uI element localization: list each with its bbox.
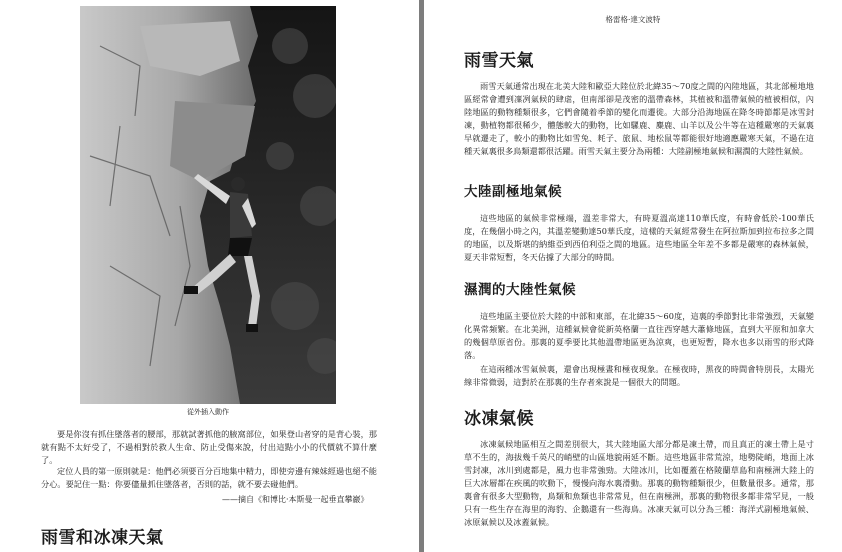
climber-illustration bbox=[80, 6, 336, 404]
paragraph-continental-subarctic: 這些地區的氣候非常極端，溫差非常大，有時夏溫高達110華氏度，有時會低於-100華氏度，在幾個小時之內，其溫差變動達50華氏度，這樣的天氣經常發生在阿拉斯加到拉布拉多之間的地區，以及斯堪的納維亞到西伯利亞之間的地區。這些地區全年差不多都是嚴寒的森林氣候，夏天非常短暫，冬天佔據了大部分的時間。 bbox=[464, 213, 814, 262]
left-page bbox=[0, 0, 419, 552]
left-paragraph-2: 定位人員的第一原則就是：他們必須要百分百地集中精力，即使旁邊有辣妹經過也絕不能分心。要記住一點：你要儘量抓住墜落者，否則的話，就不要去碰他們。 bbox=[41, 466, 377, 489]
section-heading-rain-snow-freeze: 雨雪和冰凍天氣 bbox=[41, 528, 164, 548]
paragraph-humid-continental-1: 這些地區主要位於大陸的中部和東部，在北緯35～60度，這裏的季節對比非常強烈，天氣變化異常頻繁。在北美洲，這種氣候會從新英格蘭一直往西穿越大蕭條地區，直到大平原和加拿大的幾個草原省份。那裏的夏季要比其他溫帶地區更為涼爽，也更短暫，降水也多以雨雪的形式降落。 bbox=[464, 311, 814, 360]
attribution: ——摘自《和博比·本斯曼一起垂直攀巖》 bbox=[222, 495, 369, 504]
paragraph-freezing: 冰凍氣候地區相互之間差別很大，其大陸地區大部分都是凍土帶，而且真正的凍土帶上是寸草不生的，海拔幾千英尺的峭壁的山區地貌兩延不斷。這些地區非常荒涼，地勢陡峭，地面上冰雪封凍，冰川到處都是，風力也非常強勁。大陸冰川，比如覆蓋在格陵蘭草島和南極洲大陸上的巨大冰層都在疾風的吹動下，慢慢向海水裏滑動。那裏的動物種類很少，但數量很多。通常，那裏會有很多大型動物，鳥類和魚類也非常常見，但在南極洲，那裏的動物很多都非常罕見，一般只有一些生存在海里的海豹、企鵝還有一些海鳥。冰凍天氣可以分為三種：海洋式副極地氣候、冰原氣候以及冰蓋氣候。 bbox=[464, 439, 814, 527]
heading-humid-continental: 濕潤的大陸性氣候 bbox=[464, 282, 576, 298]
heading-rain-snow: 雨雪天氣 bbox=[464, 51, 534, 71]
left-paragraph-1: 要是你沒有抓住墜落者的腰部，那就試著抓他的腋窩部位，如果登山者穿的是背心裝，那就有點不太好受了，不過相對於救人生命、防止受傷來說，付出這點小小的代價就不算什麼了。 bbox=[41, 429, 377, 465]
paragraph-humid-continental-2: 在這兩種冰雪氣候裏，還會出現極晝和極夜現象。在極夜時，黑夜的時間會特別長，太陽光線非常微弱，這對於在那裏的生存者來說是一個很大的問題。 bbox=[464, 364, 814, 387]
photo-caption: 從外插入動作 bbox=[187, 408, 229, 416]
right-page bbox=[424, 0, 842, 552]
paragraph-rain-snow: 雨雪天氣通常出現在北美大陸和歐亞大陸位於北緯35～70度之間的內陸地區，其北部極地地區經常會遭到凜冽氣候的肆虐，但南部卻是茂密的溫帶森林，其植被和溫帶氣候的植被相似，內陸地區的動物種類很多，它們會隨着季節的變化而遷徙。大部分沿海地區在降冬時節都是冰雪封凍，動植物都很稀少，體態較大的動物，比如騾鹿、麋鹿、山羊以及公牛等在這種嚴寒的天氣裏早就遷走了，較小的動物比如雪兔、耗子、旅鼠、地松鼠等都能很好地適應嚴寒天氣，不過在這種天氣裏很多鳥類還都很活躍。雨雪天氣主要分為兩種：大陸副極地氣候和濕潤的大陸性氣候。 bbox=[464, 81, 814, 156]
climbing-photo bbox=[80, 6, 336, 404]
running-head: 格雷格·達文波特 bbox=[605, 15, 661, 24]
heading-continental-subarctic: 大陸副極地氣候 bbox=[464, 184, 562, 200]
heading-freezing: 冰凍氣候 bbox=[464, 409, 534, 429]
